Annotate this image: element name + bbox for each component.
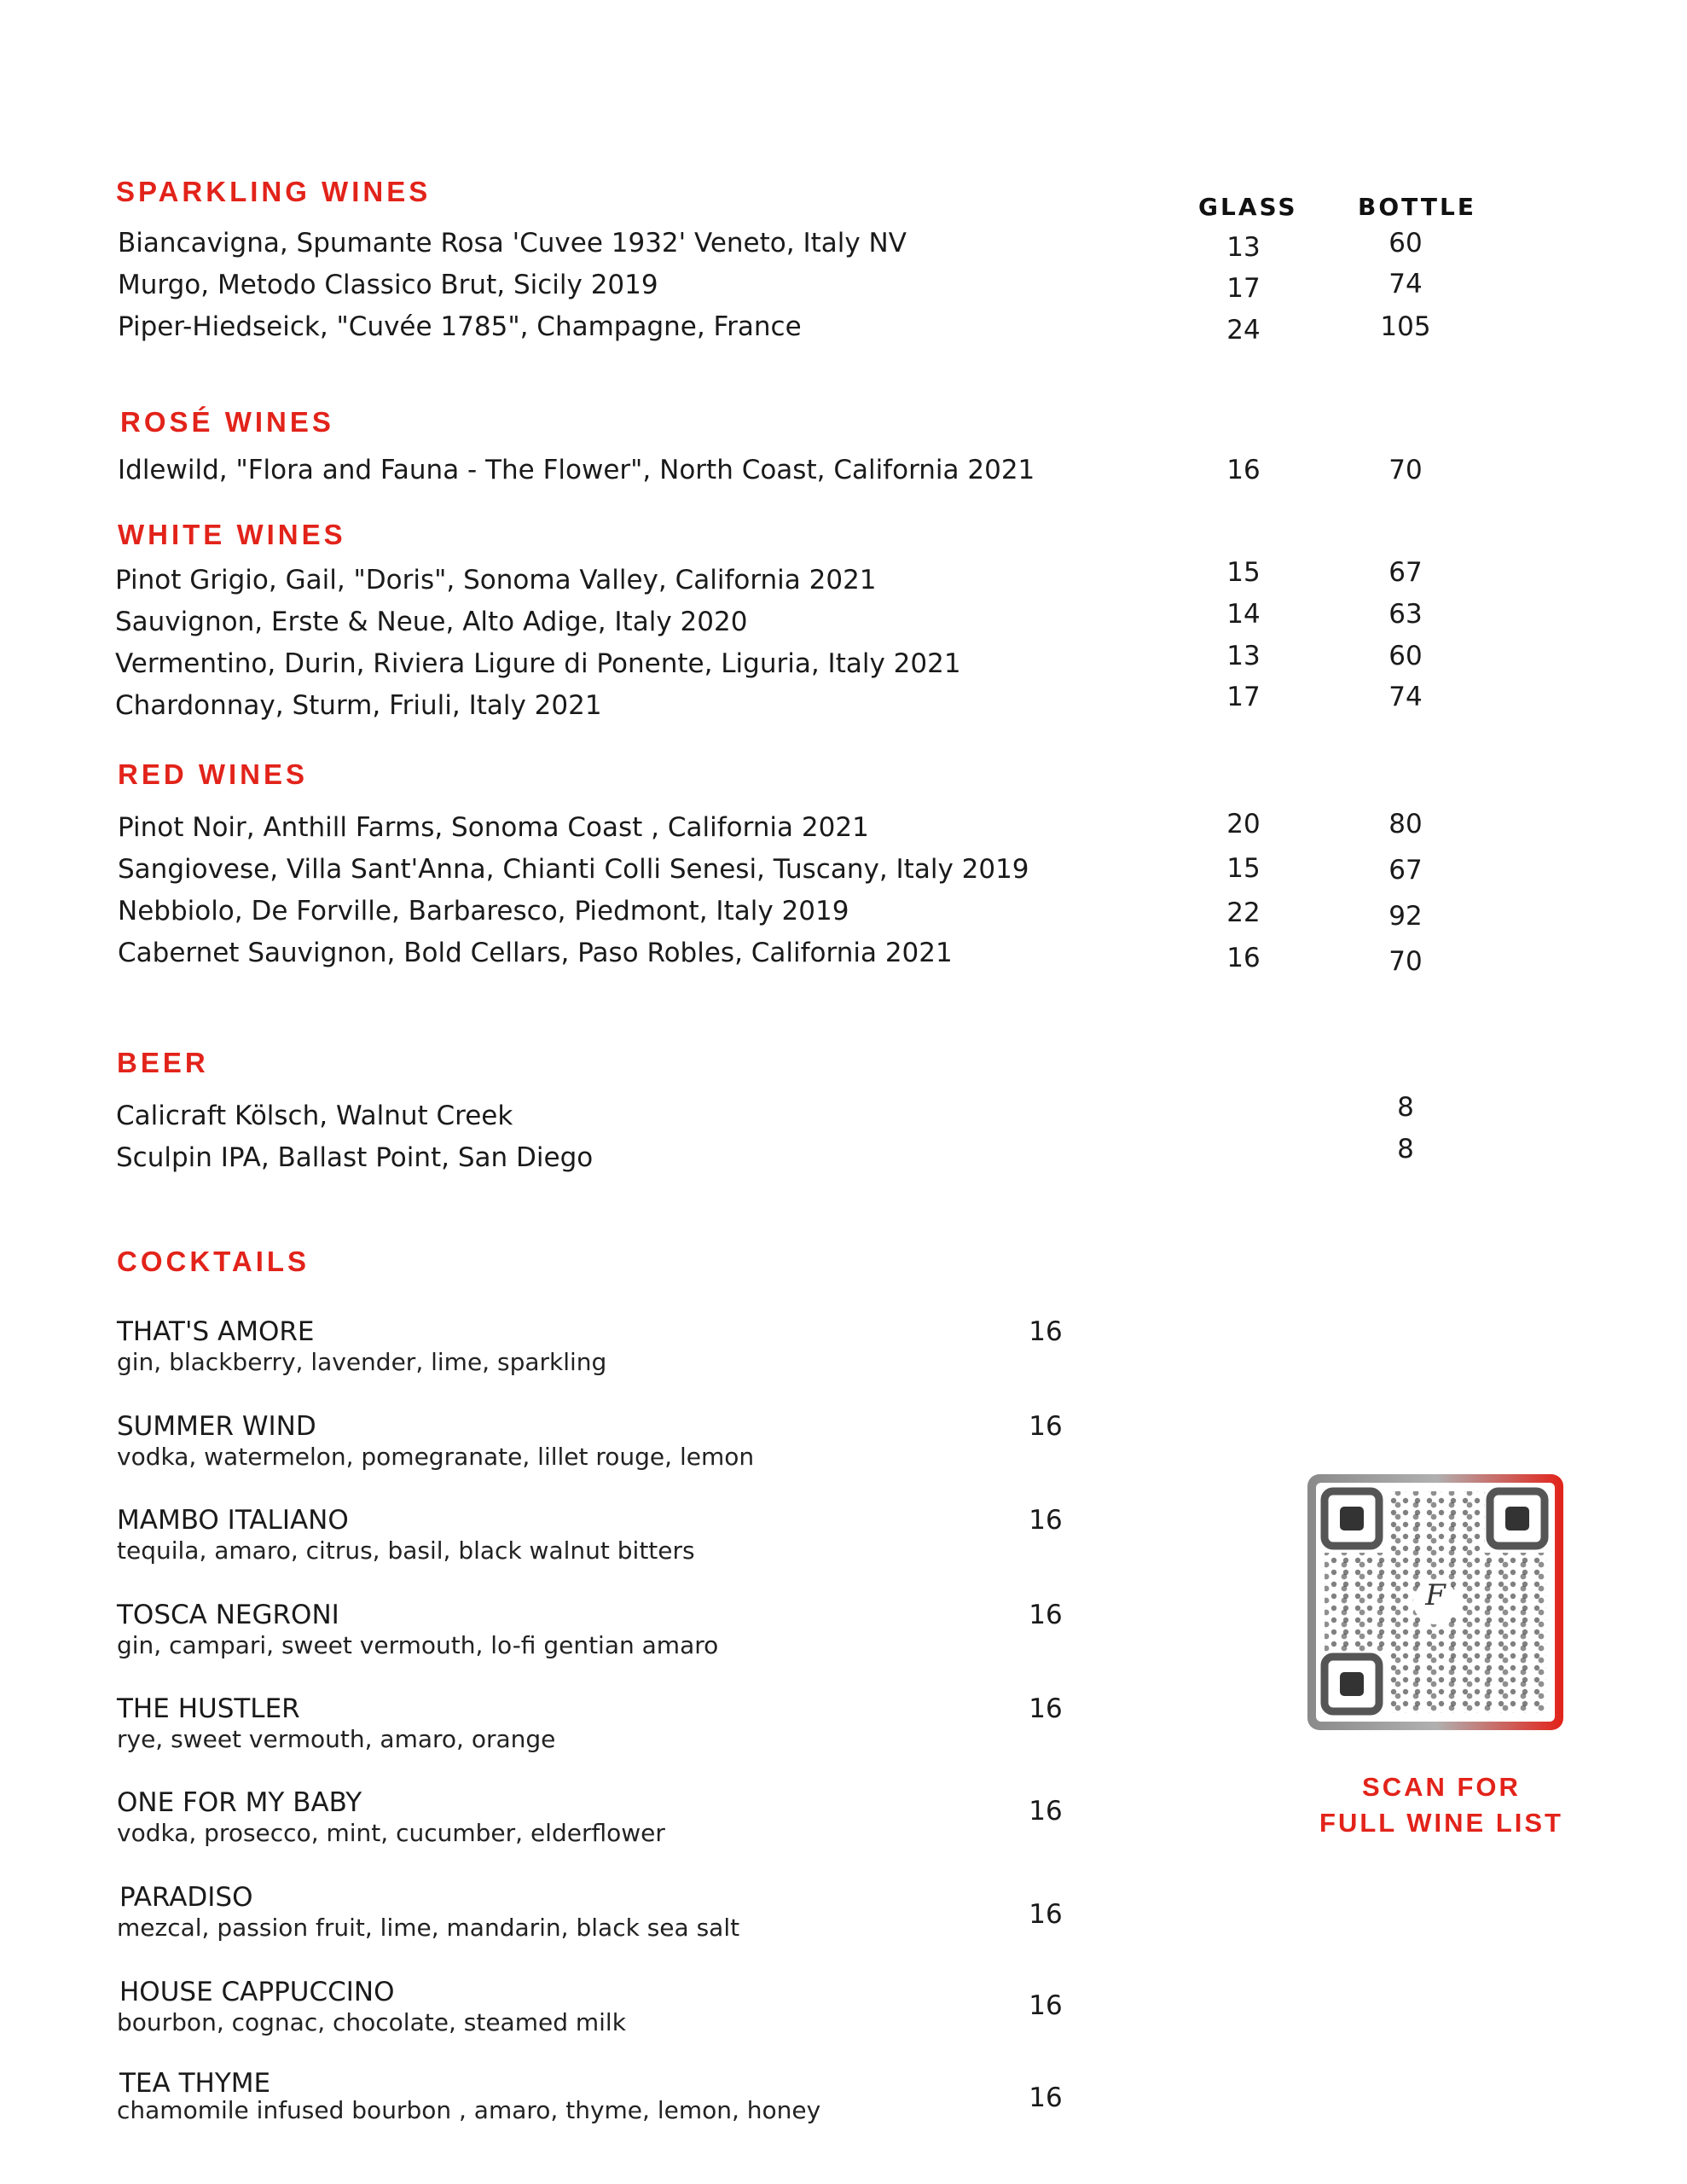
beer-price: 8 (1397, 1134, 1414, 1165)
red-wines-heading: RED WINES (118, 758, 309, 790)
glass-price: 20 (1226, 809, 1261, 839)
bottle-price: 92 (1388, 901, 1423, 932)
cocktail-price: 16 (1029, 1411, 1063, 1442)
wine-item-name: Pinot Noir, Anthill Farms, Sonoma Coast , California 2021 (118, 812, 869, 843)
bottle-price: 63 (1388, 599, 1423, 630)
rose-wines-heading: ROSÉ WINES (120, 406, 334, 438)
logo-icon: F (1425, 1578, 1446, 1612)
cocktail-name: HOUSE CAPPUCCINO (119, 1977, 395, 2007)
beer-price: 8 (1397, 1092, 1414, 1123)
bottle-price: 67 (1388, 855, 1423, 886)
qr-code[interactable] (1307, 1474, 1563, 1730)
cocktail-price: 16 (1029, 1899, 1063, 1930)
wine-item-name: Chardonnay, Sturm, Friuli, Italy 2021 (115, 690, 602, 721)
wine-item-name: Biancavigna, Spumante Rosa 'Cuvee 1932' Veneto, Italy NV (118, 228, 907, 258)
glass-price: 13 (1226, 641, 1261, 671)
cocktail-price: 16 (1029, 1990, 1063, 2021)
qr-code-image (1316, 1483, 1555, 1722)
cocktail-description: gin, campari, sweet vermouth, lo-fi gentian amaro (117, 1631, 719, 1659)
cocktail-description: mezcal, passion fruit, lime, mandarin, black sea salt (117, 1914, 740, 1942)
cocktail-price: 16 (1029, 1600, 1063, 1630)
wine-item-name: Nebbiolo, De Forville, Barbaresco, Piedmont, Italy 2019 (118, 896, 849, 926)
bottle-price: 67 (1388, 557, 1423, 588)
beer-heading: BEER (117, 1047, 209, 1078)
scan-caption-line1: SCAN FOR (1362, 1772, 1521, 1802)
glass-price: 14 (1226, 599, 1261, 630)
wine-item-name: Sangiovese, Villa Sant'Anna, Chianti Colli Senesi, Tuscany, Italy 2019 (118, 854, 1029, 885)
wine-item-name: Sauvignon, Erste & Neue, Alto Adige, Italy 2020 (115, 607, 748, 637)
wine-item-name: Idlewild, "Flora and Fauna - The Flower", North Coast, California 2021 (118, 455, 1035, 485)
glass-price: 15 (1226, 853, 1261, 884)
cocktail-price: 16 (1029, 1796, 1063, 1827)
bottle-column-header: BOTTLE (1358, 193, 1476, 221)
beer-item-name: Sculpin IPA, Ballast Point, San Diego (116, 1142, 594, 1173)
cocktail-description: gin, blackberry, lavender, lime, sparkling (117, 1348, 607, 1376)
bottle-price: 74 (1388, 269, 1423, 299)
cocktail-name: SUMMER WIND (117, 1411, 316, 1442)
cocktail-price: 16 (1029, 1316, 1063, 1347)
cocktails-heading: COCKTAILS (117, 1246, 310, 1277)
glass-price: 13 (1226, 232, 1261, 263)
bottle-price: 80 (1388, 809, 1423, 839)
cocktail-description: rye, sweet vermouth, amaro, orange (117, 1725, 556, 1753)
cocktail-description: vodka, prosecco, mint, cucumber, elderflower (117, 1819, 665, 1847)
cocktail-price: 16 (1029, 2082, 1063, 2113)
glass-price: 22 (1226, 897, 1261, 928)
glass-column-header: GLASS (1198, 193, 1298, 221)
glass-price: 15 (1226, 557, 1261, 588)
sparkling-wines-heading: SPARKLING WINES (116, 176, 432, 207)
cocktail-name: TEA THYME (119, 2068, 271, 2099)
white-wines-heading: WHITE WINES (118, 519, 346, 550)
beer-item-name: Calicraft Kölsch, Walnut Creek (116, 1101, 513, 1131)
cocktail-name: TOSCA NEGRONI (117, 1600, 339, 1630)
glass-price: 17 (1226, 682, 1261, 712)
glass-price: 24 (1226, 315, 1261, 346)
bottle-price: 105 (1380, 311, 1431, 342)
glass-price: 16 (1226, 455, 1261, 485)
cocktail-name: THE HUSTLER (117, 1693, 300, 1724)
cocktail-name: ONE FOR MY BABY (117, 1787, 362, 1818)
cocktail-name: THAT'S AMORE (117, 1316, 315, 1347)
bottle-price: 60 (1388, 228, 1423, 258)
cocktail-price: 16 (1029, 1505, 1063, 1536)
wine-item-name: Cabernet Sauvignon, Bold Cellars, Paso Robles, California 2021 (118, 938, 953, 968)
wine-item-name: Pinot Grigio, Gail, "Doris", Sonoma Valley, California 2021 (115, 565, 877, 595)
bottle-price: 70 (1388, 946, 1423, 977)
cocktail-description: bourbon, cognac, chocolate, steamed milk (117, 2008, 626, 2036)
cocktail-price: 16 (1029, 1693, 1063, 1724)
wine-item-name: Murgo, Metodo Classico Brut, Sicily 2019 (118, 270, 658, 300)
scan-caption-line2: FULL WINE LIST (1319, 1808, 1563, 1838)
wine-item-name: Piper-Hiedseick, "Cuvée 1785", Champagne, France (118, 311, 802, 342)
cocktail-description: chamomile infused bourbon , amaro, thyme, lemon, honey (117, 2096, 821, 2124)
bottle-price: 70 (1388, 455, 1423, 485)
bottle-price: 74 (1388, 682, 1423, 712)
glass-price: 16 (1226, 943, 1261, 973)
cocktail-name: PARADISO (119, 1882, 253, 1913)
cocktail-name: MAMBO ITALIANO (117, 1505, 349, 1536)
wine-item-name: Vermentino, Durin, Riviera Ligure di Ponente, Liguria, Italy 2021 (115, 648, 961, 679)
glass-price: 17 (1226, 273, 1261, 304)
bottle-price: 60 (1388, 641, 1423, 671)
cocktail-description: tequila, amaro, citrus, basil, black walnut bitters (117, 1536, 695, 1565)
cocktail-description: vodka, watermelon, pomegranate, lillet rouge, lemon (117, 1443, 755, 1471)
